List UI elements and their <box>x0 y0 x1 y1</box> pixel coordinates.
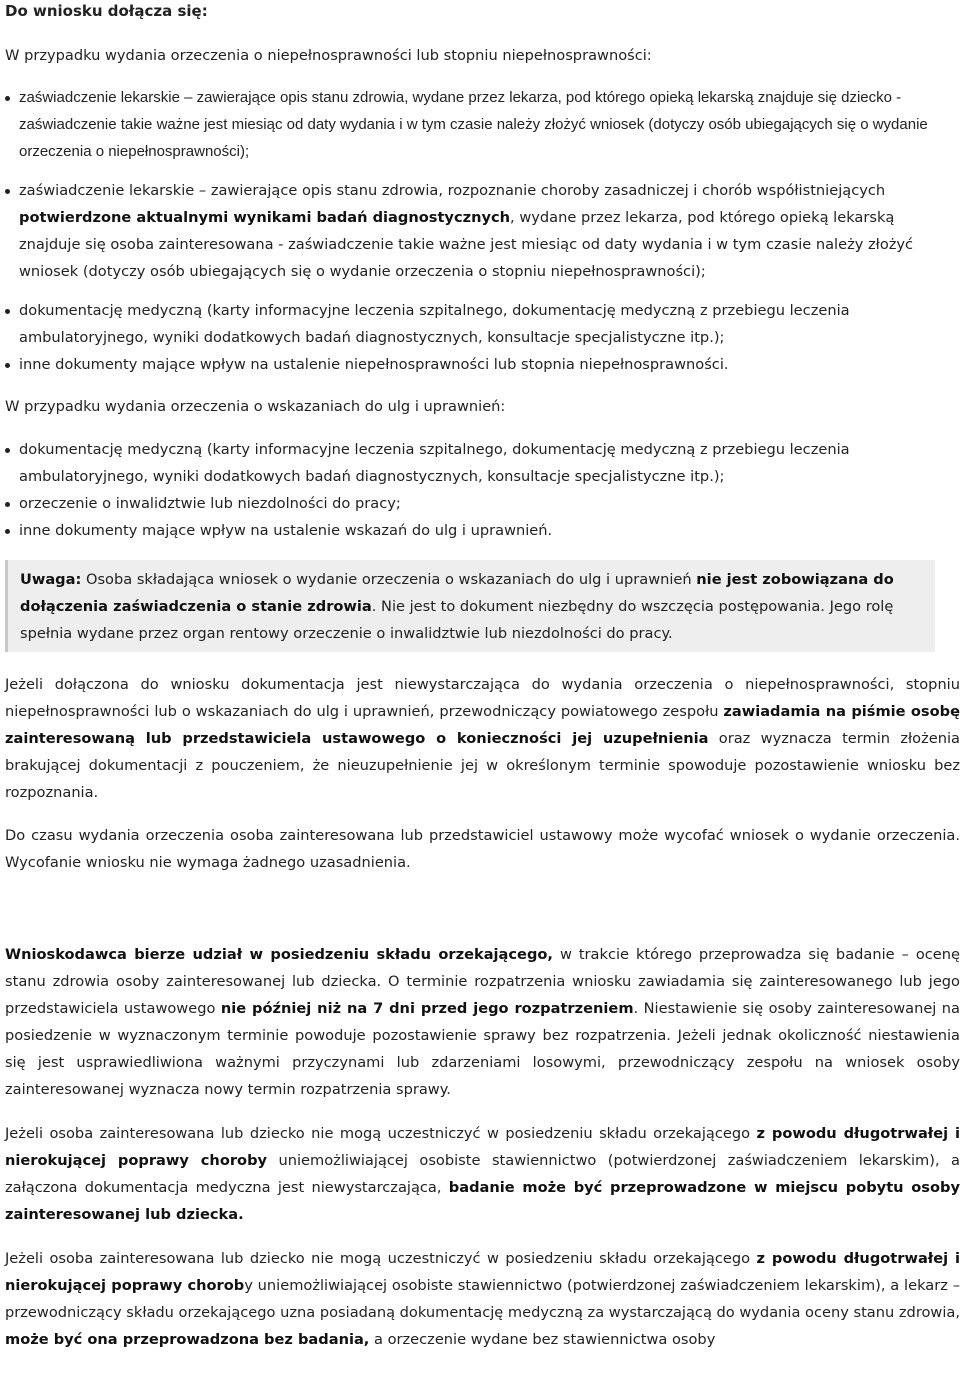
disability-intro: W przypadku wydania orzeczenia o niepełnosprawności lub stopniu niepełnosprawności: <box>5 47 652 64</box>
paragraph-text: Jeżeli osoba zainteresowana lub dziecko nie mogą uczestniczyć w posiedzeniu składu orzekającego <box>5 1250 757 1267</box>
bullet-icon <box>5 189 10 194</box>
list-item <box>5 517 960 544</box>
note-label: Uwaga: <box>20 571 82 588</box>
list-item-text: dokumentację medyczną (karty informacyjne leczenia szpitalnego, dokumentację medyczną z przebiegu leczenia ambulatoryjnego, wyniki dodatkowych badań diagnostycznych, konsultacje specjalistyczne itp.); <box>19 302 850 346</box>
list-item <box>5 490 960 517</box>
list-item <box>5 436 960 490</box>
paragraph-text: uniemożliwiającej osobiste stawiennictwo (potwierdzonej zaświadczeniem lekarskim), a załączona dokumentacja medyczna jest niewystarczająca, <box>5 1152 960 1196</box>
note-bold-text: nie jest zobowiązana do dołączenia zaświadczenia o stanie zdrowia <box>20 571 894 615</box>
bullet-icon <box>5 502 10 507</box>
paragraph-text: . Niestawienie się osoby zainteresowanej na posiedzenie w wyznaczonym terminie powoduje pozostawienie sprawy bez rozpatrzenia. Jeżeli jednak okoliczność niestawienia się jest usprawiedliwiona ważnymi przyczynami lub zdarzeniami losowymi, przewodniczący zespołu na wniosek osoby zainteresowanej wyznacza nowy termin rozpatrzenia sprawy. <box>5 1000 960 1098</box>
list-item-bold-text: potwierdzone aktualnymi wynikami badań diagnostycznych <box>19 209 511 226</box>
no-examination-paragraph <box>5 1245 960 1353</box>
list-item-text: orzeczenie o inwalidztwie lub niezdolności do pracy; <box>19 495 401 512</box>
paragraph-bold-text: może być ona przeprowadzona bez badania, <box>5 1331 370 1348</box>
list-item <box>5 351 960 378</box>
note-text: . Nie jest to dokument niezbędny do wszczęcia postępowania. Jego rolę spełnia wydane przez organ rentowy orzeczenie o inwalidztwie lub niezdolności do pracy. <box>20 598 894 642</box>
home-examination-paragraph <box>5 1120 960 1228</box>
paragraph-bold-text: z powodu długotrwałej i nierokującej poprawy chorob <box>5 1250 960 1294</box>
benefits-attachments-list <box>5 436 960 544</box>
paragraph-text: oraz wyznacza termin złożenia brakującej dokumentacji z pouczeniem, że nieuzupełnienie jej w określonym terminie spowoduje pozostawienie wniosku bez rozpoznania. <box>5 730 960 801</box>
incomplete-docs-paragraph <box>5 671 960 806</box>
paragraph-bold-text: zawiadamia na piśmie osobę zainteresowaną lub przedstawiciela ustawowego o konieczności jej uzupełnienia <box>5 703 960 747</box>
hearing-paragraph <box>5 941 960 1103</box>
paragraph-text: Jeżeli dołączona do wniosku dokumentacja jest niewystarczająca do wydania orzeczenia o niepełnosprawności, stopniu niepełnosprawności lub o wskazaniach do ulg i uprawnień, przewodniczący powiatowego zespołu <box>5 676 960 720</box>
document-page <box>5 0 960 1353</box>
list-item-text: inne dokumenty mające wpływ na ustalenie wskazań do ulg i uprawnień. <box>19 522 553 539</box>
paragraph-text: a orzeczenie wydane bez stawiennictwa osoby <box>369 1331 716 1348</box>
list-item-text: zaświadczenie lekarskie – zawierające opis stanu zdrowia, wydane przez lekarza, pod którego opieką lekarską znajduje się dziecko - zaświadczenie takie ważne jest miesiąc od daty wydania i w tym czasie należy złożyć wniosek (dotyczy osób ubiegających się o wydanie orzeczenia o niepełnosprawności); <box>19 89 928 160</box>
bullet-icon <box>5 363 10 368</box>
disability-attachments-list <box>5 84 960 378</box>
list-item-text: , wydane przez lekarza, pod którego opieką lekarską znajduje się osoba zainteresowana - zaświadczenie takie ważne jest miesiąc od daty wydania i w tym czasie należy złożyć wniosek (dotyczy osób ubiegających się o wydanie orzeczenia o stopniu niepełnosprawności); <box>19 209 914 280</box>
bullet-icon <box>5 309 10 314</box>
list-item <box>5 177 960 285</box>
paragraph-bold-text: badanie może być przeprowadzone w miejscu pobytu osoby zainteresowanej lub dziecka. <box>5 1179 960 1223</box>
bullet-icon <box>5 96 10 101</box>
note-box <box>5 560 935 652</box>
benefits-intro: W przypadku wydania orzeczenia o wskazaniach do ulg i uprawnień: <box>5 398 506 415</box>
list-item-text: inne dokumenty mające wpływ na ustalenie niepełnosprawności lub stopnia niepełnosprawności. <box>19 356 729 373</box>
paragraph-bold-text: Wnioskodawca bierze udział w posiedzeniu składu orzekającego, <box>5 946 553 963</box>
withdraw-paragraph: Do czasu wydania orzeczenia osoba zainteresowana lub przedstawiciel ustawowy może wycofać wniosek o wydanie orzeczenia. Wycofanie wniosku nie wymaga żadnego uzasadnienia. <box>5 827 960 871</box>
bullet-icon <box>5 529 10 534</box>
section-heading: Do wniosku dołącza się: <box>5 2 208 20</box>
bullet-icon <box>5 448 10 453</box>
list-item <box>5 297 960 351</box>
paragraph-bold-text: z powodu długotrwałej i nierokującej poprawy choroby <box>5 1125 960 1169</box>
list-item-text: dokumentację medyczną (karty informacyjne leczenia szpitalnego, dokumentację medyczną z przebiegu leczenia ambulatoryjnego, wyniki dodatkowych badań diagnostycznych, konsultacje specjalistyczne itp.); <box>19 441 850 485</box>
paragraph-text: Jeżeli osoba zainteresowana lub dziecko nie mogą uczestniczyć w posiedzeniu składu orzekającego <box>5 1125 757 1142</box>
note-text: Osoba składająca wniosek o wydanie orzeczenia o wskazaniach do ulg i uprawnień <box>81 571 697 588</box>
paragraph-text: y uniemożliwiającej osobiste stawiennictwo (potwierdzonej zaświadczeniem lekarskim), a lekarz – przewodniczący składu orzekającego uzna posiadaną dokumentację medyczną za wystarczającą do wydania oceny stanu zdrowia, <box>5 1277 960 1321</box>
list-item <box>5 84 960 165</box>
list-item-text: zaświadczenie lekarskie – zawierające opis stanu zdrowia, rozpoznanie choroby zasadniczej i chorób współistniejących <box>19 182 886 199</box>
paragraph-text: w trakcie którego przeprowadza się badanie – ocenę stanu zdrowia osoby zainteresowanej lub dziecka. O terminie rozpatrzenia wniosku zawiadamia się zainteresowanego lub jego przedstawiciela ustawowego <box>5 946 960 1017</box>
paragraph-bold-text: nie później niż na 7 dni przed jego rozpatrzeniem <box>220 1000 634 1017</box>
